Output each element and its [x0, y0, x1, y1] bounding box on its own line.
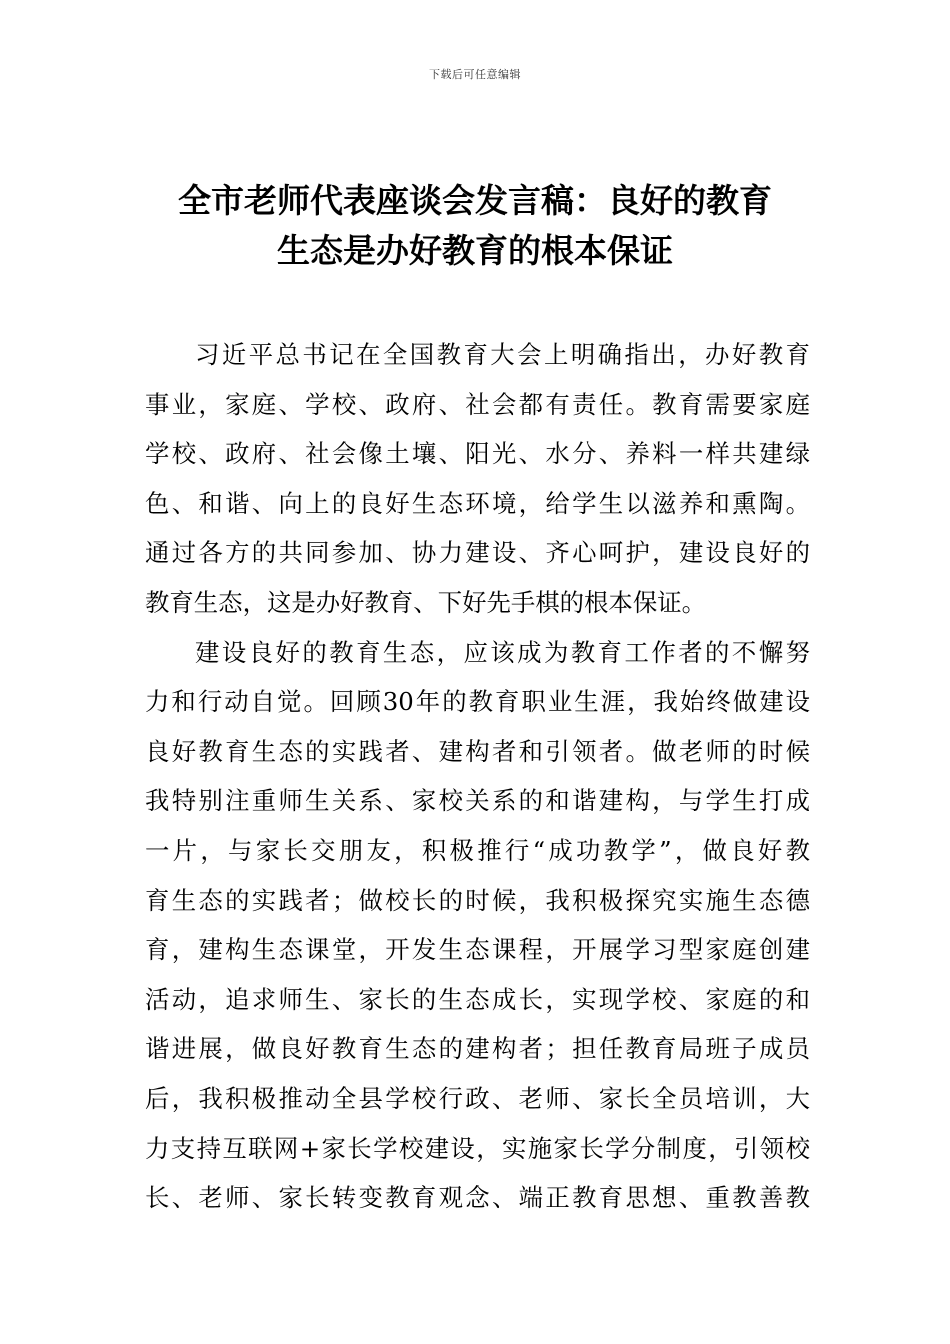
paragraph-2: [145, 628, 810, 1223]
text-line: 我特别注重师生关系、家校关系的和谐建构，与学生打成: [145, 786, 810, 816]
text-line: 谐进展，做良好教育生态的建构者；担任教育局班子成员: [145, 1034, 810, 1064]
document-body: [145, 330, 810, 1223]
text-line: 学校、政府、社会像土壤、阳光、水分、养料一样共建绿: [145, 439, 810, 469]
text-line: 通过各方的共同参加、协力建设、齐心呵护，建设良好的: [145, 538, 810, 568]
text-line: 后，我积极推动全县学校行政、老师、家长全员培训，大: [145, 1083, 810, 1113]
text-line: 育生态的实践者；做校长的时候，我积极探究实施生态德: [145, 885, 810, 915]
text-line: 建设良好的教育生态，应该成为教育工作者的不懈努: [195, 637, 810, 667]
text-line: 色、和谐、向上的良好生态环境，给学生以滋养和熏陶。: [145, 488, 810, 518]
title-line-1: 全市老师代表座谈会发言稿：良好的教育: [178, 181, 772, 220]
paragraph-1: [145, 330, 810, 628]
text-line: 教育生态，这是办好教育、下好先手棋的根本保证。: [145, 587, 706, 617]
text-line: 习近平总书记在全国教育大会上明确指出，办好教育: [195, 340, 810, 369]
title-line-2: 生态是办好教育的根本保证: [277, 231, 673, 270]
text-line: 活动，追求师生、家长的生态成长，实现学校、家庭的和: [145, 984, 810, 1014]
text-line: 一片，与家长交朋友，积极推行“成功教学”，做良好教: [145, 835, 810, 865]
text-line: 力和行动自觉。回顾30年的教育职业生涯，我始终做建设: [145, 687, 810, 717]
header-note: 下载后可任意编辑: [429, 68, 521, 81]
text-line: 良好教育生态的实践者、建构者和引领者。做老师的时候: [145, 736, 810, 766]
text-line: 事业，家庭、学校、政府、社会都有责任。教育需要家庭: [145, 389, 810, 419]
text-line: 力支持互联网+家长学校建设，实施家长学分制度，引领校: [145, 1133, 810, 1163]
document-title: [110, 176, 840, 276]
text-line: 长、老师、家长转变教育观念、端正教育思想、重教善教: [145, 1183, 810, 1213]
text-line: 育，建构生态课堂，开发生态课程，开展学习型家庭创建: [145, 935, 810, 965]
